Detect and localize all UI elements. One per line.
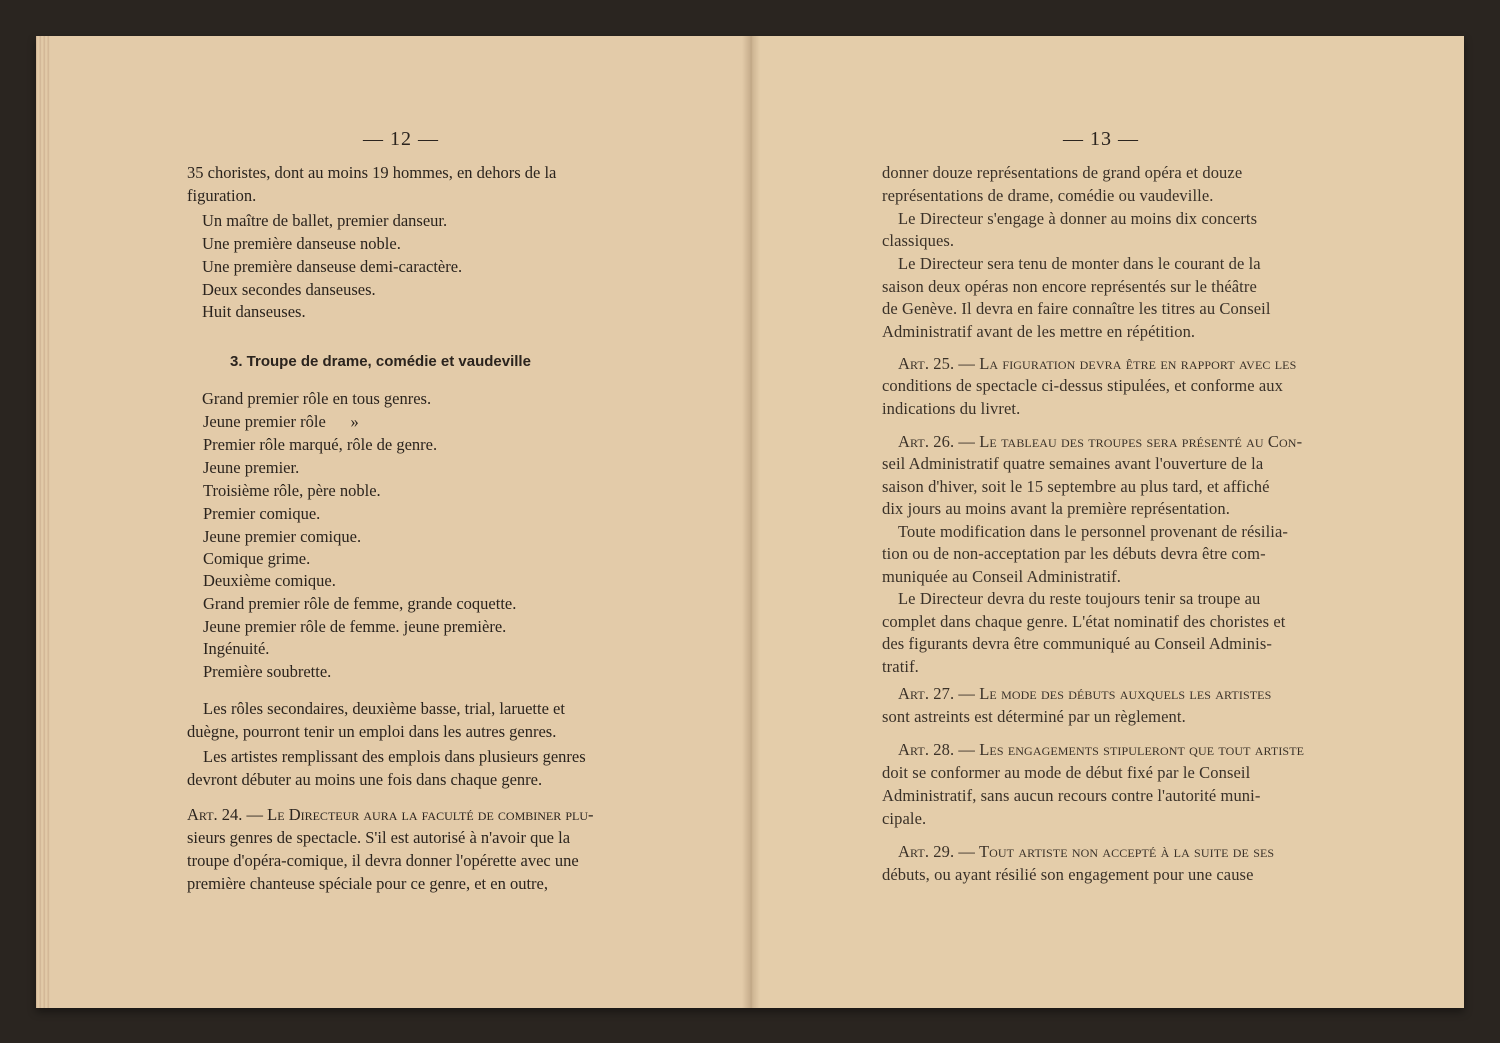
text-line: doit se conformer au mode de début fixé par le Conseil xyxy=(882,763,1251,782)
text-line: Le Directeur devra du reste toujours tenir sa troupe au xyxy=(898,589,1261,608)
text-line: Deuxième comique. xyxy=(203,571,336,590)
text-line: troupe d'opéra-comique, il devra donner l'opérette avec une xyxy=(187,851,579,870)
text-line: Premier rôle marqué, rôle de genre. xyxy=(203,435,438,454)
text-line: Art. 24. — Le Directeur aura la faculté de combiner plu- xyxy=(187,805,594,824)
text-line: Une première danseuse noble. xyxy=(202,234,401,253)
text-line: Une première danseuse demi-caractère. xyxy=(202,257,463,276)
text-line: Administratif, sans aucun recours contre l'autorité muni- xyxy=(882,786,1261,805)
text-line: Le Directeur sera tenu de monter dans le courant de la xyxy=(898,254,1261,273)
text-line: Administratif avant de les mettre en répétition. xyxy=(882,322,1196,341)
text-line: des figurants devra être communiqué au Conseil Adminis- xyxy=(882,634,1272,653)
text-line: Troisième rôle, père noble. xyxy=(203,481,381,500)
text-line: Art. 26. — Le tableau des troupes sera présenté au Con- xyxy=(898,432,1303,451)
text-line: figuration. xyxy=(187,186,257,205)
text-line: Art. 28. — Les engagements stipuleront que tout artiste xyxy=(898,740,1305,759)
text-line: conditions de spectacle ci-dessus stipulées, et conforme aux xyxy=(882,376,1283,395)
page-number-left: — 12 — xyxy=(363,128,439,150)
text-line: première chanteuse spéciale pour ce genre, et en outre, xyxy=(187,874,548,893)
page-number-right: — 13 — xyxy=(1063,128,1139,150)
text-line: Le Directeur s'engage à donner au moins dix concerts xyxy=(898,209,1258,228)
text-line: Toute modification dans le personnel provenant de résilia- xyxy=(898,522,1288,541)
text-line: classiques. xyxy=(882,231,955,250)
text-line: Les rôles secondaires, deuxième basse, trial, laruette et xyxy=(203,699,565,718)
text-line: dix jours au moins avant la première représentation. xyxy=(882,499,1230,518)
text-line: complet dans chaque genre. L'état nominatif des choristes et xyxy=(882,612,1286,631)
text-line: Ingénuité. xyxy=(203,639,270,658)
book-gutter xyxy=(742,36,760,1008)
text-line: duègne, pourront tenir un emploi dans les autres genres. xyxy=(187,722,557,741)
text-line: Jeune premier rôle de femme. jeune première. xyxy=(203,617,507,636)
section-heading: 3. Troupe de drame, comédie et vaudeville xyxy=(230,353,531,370)
text-line: tratif. xyxy=(882,657,919,676)
text-line: Deux secondes danseuses. xyxy=(202,280,376,299)
text-line: sieurs genres de spectacle. S'il est autorisé à n'avoir que la xyxy=(187,828,571,847)
text-line: Grand premier rôle de femme, grande coquette. xyxy=(203,594,517,613)
text-line: saison deux opéras non encore représentés sur le théâtre xyxy=(882,277,1257,296)
text-line: Jeune premier rôle » xyxy=(203,412,359,431)
text-line: Les artistes remplissant des emplois dans plusieurs genres xyxy=(203,747,586,766)
text-line: saison d'hiver, soit le 15 septembre au plus tard, et affiché xyxy=(882,477,1270,496)
text-line: devront débuter au moins une fois dans chaque genre. xyxy=(187,770,543,789)
text-line: Grand premier rôle en tous genres. xyxy=(202,389,432,408)
text-line: cipale. xyxy=(882,809,927,828)
text-line: Comique grime. xyxy=(203,549,311,568)
page-edges xyxy=(36,36,50,1008)
text-line: indications du livret. xyxy=(882,399,1021,418)
text-line: muniquée au Conseil Administratif. xyxy=(882,567,1121,586)
text-line: 35 choristes, dont au moins 19 hommes, en dehors de la xyxy=(187,163,557,182)
text-line: Art. 25. — La figuration devra être en rapport avec les xyxy=(898,354,1297,373)
text-line: Art. 27. — Le mode des débuts auxquels les artistes xyxy=(898,684,1272,703)
text-line: Art. 29. — Tout artiste non accepté à la suite de ses xyxy=(898,842,1275,861)
text-line: tion ou de non-acceptation par les débuts devra être com- xyxy=(882,544,1266,563)
text-line: seil Administratif quatre semaines avant l'ouverture de la xyxy=(882,454,1264,473)
text-line: Un maître de ballet, premier danseur. xyxy=(202,211,448,230)
text-line: Huit danseuses. xyxy=(202,302,306,321)
text-line: de Genève. Il devra en faire connaître les titres au Conseil xyxy=(882,299,1271,318)
text-line: Jeune premier. xyxy=(203,458,300,477)
text-line: sont astreints est déterminé par un règlement. xyxy=(882,707,1186,726)
text-line: représentations de drame, comédie ou vaudeville. xyxy=(882,186,1214,205)
text-line: Premier comique. xyxy=(203,504,321,523)
text-line: Première soubrette. xyxy=(203,662,332,681)
text-line: débuts, ou ayant résilié son engagement pour une cause xyxy=(882,865,1254,884)
text-line: Jeune premier comique. xyxy=(203,527,362,546)
text-line: donner douze représentations de grand opéra et douze xyxy=(882,163,1243,182)
